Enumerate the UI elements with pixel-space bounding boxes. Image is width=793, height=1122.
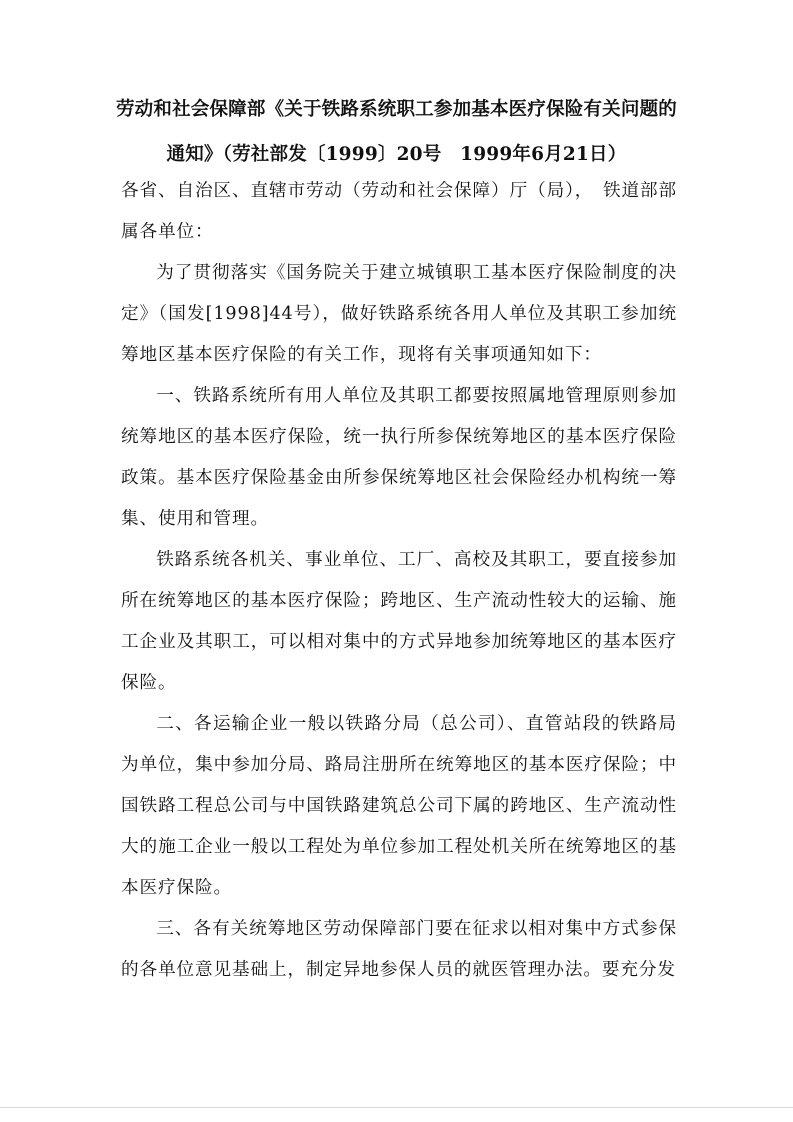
paragraph-text: 铁路系统各机关、事业单位、工厂、高校及其职工，要直接参加所在统筹地区的基本医疗保险；跨地区、生产流动性较大的运输、施工企业及其职工，可以相对集中的方式异地参加统筹地区的基本医疗保险。 [121,550,677,693]
paragraph-text: 一、铁路系统所有用人单位及其职工都要按照属地管理原则参加统筹地区的基本医疗保险，统一执行所参保统筹地区的基本医疗保险政策。基本医疗保险基金由所参保统筹地区社会保险经办机构统一筹集、使用和管理。 [121,386,677,529]
addressee [121,171,677,253]
paragraph-text: 二、各运输企业一般以铁路分局（总公司）、直管站段的铁路局为单位，集中参加分局、路局注册所在统筹地区的基本医疗保险；中国铁路工程总公司与中国铁路建筑总公司下属的跨地区、生产流动性大的施工企业一般以工程处为单位参加工程处机关所在统筹地区的基本医疗保险。 [121,714,677,898]
addressee-text: 各省、自治区、直辖市劳动（劳动和社会保障）厅（局）， 铁道部部属各单位： [121,181,677,242]
paragraph-text: 为了贯彻落实《国务院关于建立城镇职工基本医疗保险制度的决定》（国发[1998]44号），做好铁路系统各用人单位及其职工参加统筹地区基本医疗保险的有关工作，现将有关事项通知如下： [121,263,677,365]
page-bottom-divider [0,1107,793,1108]
document-title-line-1: 劳动和社会保障部《关于铁路系统职工参加基本医疗保险有关问题的 [115,99,677,120]
paragraph-item-one-continued [121,540,677,704]
paragraph-intro [121,253,677,376]
paragraph-item-two [121,704,677,909]
paragraph-item-one [121,376,677,540]
paragraph-item-three [121,909,677,991]
document-title-line-2: 通知》（劳社部发〔1999〕20号 1999年6月21日） [166,144,627,165]
paragraph-text: 三、各有关统筹地区劳动保障部门要在征求以相对集中方式参保的各单位意见基础上，制定异地参保人员的就医管理办法。要充分发 [121,919,677,980]
